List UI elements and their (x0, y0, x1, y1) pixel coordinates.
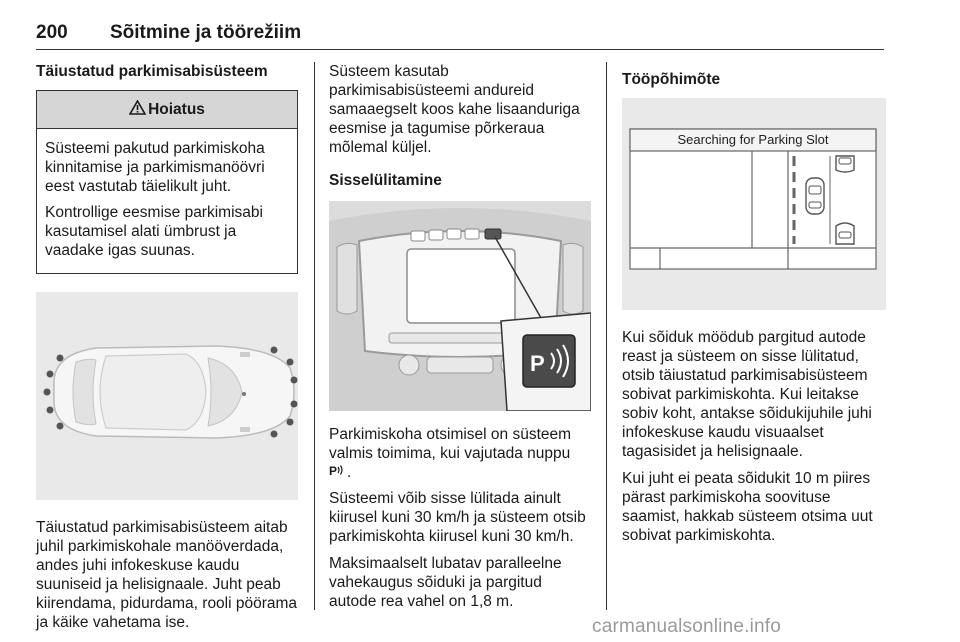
chapter-title: Sõitmine ja töörežiim (110, 22, 302, 43)
column-divider (606, 62, 607, 610)
body-paragraph: Täiustatud parkimisabisüsteem aitab juhil parkimiskohale manööverdada, andes juhi infokeskuse kaudu suuniseid ja helisignaale. Juht peab kiirendama, pidurdama, rooli pöörama ja käike vahetama ise. (36, 519, 298, 631)
column-divider (314, 62, 315, 610)
parking-slot-screen-icon (622, 98, 886, 310)
dashboard-parking-button-icon (329, 201, 591, 411)
watermark: carmanualsonline.info (592, 616, 782, 637)
body-paragraph: Kui sõiduk möödub pargitud autode reast ja süsteem on sisse lülitatud, otsib täiustatud parkimisabisüsteem sobivat parkimiskohta. Kui leitakse sobiv koht, antakse sõidukijuhile juhi infokeskuse kaudu visuaalset tagasisidet ja helisignaale. (622, 329, 872, 460)
warning-triangle-icon (129, 100, 146, 120)
warning-body (37, 129, 297, 273)
section-heading: Täiustatud parkimisabisüsteem (36, 63, 268, 80)
warning-text: Süsteemi pakutud parkimiskoha kinnitamise ja parkimismanöövri eest vastutab täielikult juht. (45, 140, 265, 195)
parking-assist-button-icon (329, 463, 347, 483)
body-paragraph: Kui juht ei peata sõidukit 10 m piires pärast parkimiskoha soovituse saamist, hakkab süsteem otsima uut sobivat parkimiskohta. (622, 470, 873, 544)
column-3 (622, 62, 886, 553)
car-top-view-with-sensors-icon (36, 292, 298, 500)
warning-title: Hoiatus (148, 100, 205, 118)
body-paragraph: Maksimaalselt lubatav paralleelne vahekaugus sõiduki ja pargitud autode rea vahel on 1,8 m. (329, 555, 562, 610)
warning-text: Kontrollige eesmise parkimisabi kasutamisel alati ümbrust ja vaadake igas suunas. (45, 204, 263, 259)
body-paragraph (329, 425, 591, 483)
warning-header (37, 91, 297, 129)
svg-text:P: P (329, 464, 338, 477)
column-1 (36, 62, 300, 640)
svg-text:P: P (530, 351, 545, 376)
intro-paragraph: Süsteem kasutab parkimisabisüsteemi andureid samaaegselt koos kahe lisaanduriga eesmise ja tagumise põrkeraua mõlemal küljel. (329, 63, 580, 156)
section-heading: Tööpõhimõte (622, 71, 721, 88)
column-2 (329, 62, 591, 619)
body-paragraph-text: Parkimiskoha otsimisel on süsteem valmis toimima, kui vajutada nuppu (329, 426, 572, 462)
page-number: 200 (36, 22, 68, 43)
screen-title: Searching for Parking Slot (677, 132, 829, 147)
warning-box (36, 90, 298, 274)
section-heading: Sisselülitamine (329, 172, 442, 189)
body-paragraph: Süsteemi võib sisse lülitada ainult kiirusel kuni 30 km/h ja süsteem otsib parkimiskohta kiirusel kuni 30 km/h. (329, 490, 586, 545)
body-paragraph-end: . (347, 464, 352, 481)
page-header (36, 10, 884, 50)
